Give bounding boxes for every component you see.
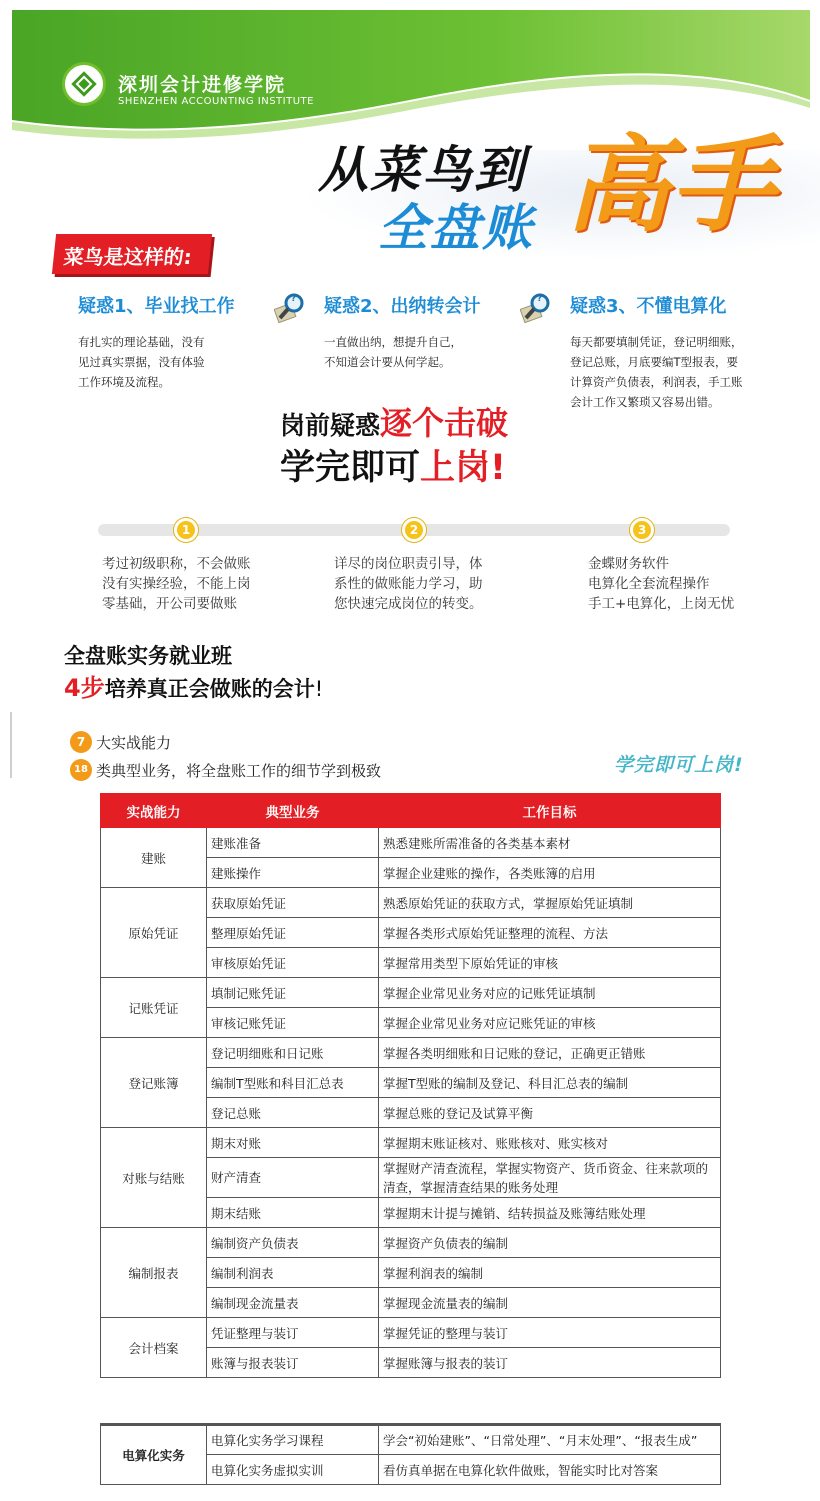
goal-cell: 掌握企业常见业务对应记账凭证的审核 (379, 1008, 721, 1038)
goal-cell: 掌握企业常见业务对应的记账凭证填制 (379, 978, 721, 1008)
slogan-line-1: 岗前疑惑逐个击破 (280, 404, 509, 442)
business-cell: 审核记账凭证 (207, 1008, 379, 1038)
school-name-en: SHENZHEN ACCOUNTING INSTITUTE (118, 96, 314, 107)
svg-text:?: ? (537, 294, 543, 304)
goal-cell: 掌握企业建账的操作，各类账簿的启用 (379, 858, 721, 888)
goal-cell: 掌握期末计提与摊销、结转损益及账簿结账处理 (379, 1198, 721, 1228)
section-subtitle: 4步培养真正会做账的会计! (64, 674, 324, 702)
table-row (101, 828, 721, 858)
goal-cell: 掌握T型账的编制及登记、科目汇总表的编制 (379, 1068, 721, 1098)
goal-cell: 掌握凭证的整理与装订 (379, 1318, 721, 1348)
category-cell: 登记账簿 (101, 1038, 207, 1128)
timeline-step-2: 2 (402, 518, 426, 542)
table-header-row (101, 794, 721, 828)
business-cell: 期末对账 (207, 1128, 379, 1158)
business-cell: 编制资产负债表 (207, 1228, 379, 1258)
badge-18-text: 类典型业务，将全盘账工作的细节学到极致 (96, 762, 382, 780)
slogan-line-2: 学完即可上岗! (280, 448, 506, 488)
title-line-1: 从菜鸟到 (318, 141, 526, 199)
business-cell: 凭证整理与装订 (207, 1318, 379, 1348)
left-divider (10, 712, 12, 778)
magnifier-question-icon (274, 290, 308, 324)
goal-cell: 掌握账簿与报表的装订 (379, 1348, 721, 1378)
badge-7-text: 大实战能力 (96, 734, 172, 752)
table-row (101, 978, 721, 1008)
business-cell: 整理原始凭证 (207, 918, 379, 948)
timeline-text-2: 详尽的岗位职责引导，体 系性的做账能力学习，助 您快速完成岗位的转变。 (334, 556, 483, 612)
timeline-step-1: 1 (174, 518, 198, 542)
business-cell: 填制记账凭证 (207, 978, 379, 1008)
business-cell: 财产清查 (207, 1158, 379, 1198)
goal-cell: 掌握资产负债表的编制 (379, 1228, 721, 1258)
goal-cell: 掌握各类形式原始凭证整理的流程、方法 (379, 918, 721, 948)
category-cell: 会计档案 (101, 1318, 207, 1378)
category-cell: 对账与结账 (101, 1128, 207, 1228)
business-cell: 编制利润表 (207, 1258, 379, 1288)
category-cell: 原始凭证 (101, 888, 207, 978)
goal-cell: 掌握现金流量表的编制 (379, 1288, 721, 1318)
header-business: 典型业务 (207, 794, 379, 828)
goal-cell: 学会“初始建账”、“日常处理”、“月末处理”、“报表生成” (379, 1425, 721, 1455)
category-cell: 记账凭证 (101, 978, 207, 1038)
doubt-text: 每天都要填制凭证，登记明细账， 登记总账，月底要编T型报表，要 计算资产负债表，利润表，手工账 会计工作又繁琐又容易出错。 (570, 335, 743, 409)
business-cell: 期末结账 (207, 1198, 379, 1228)
doubt-text: 有扎实的理论基础，没有 见过真实票据，没有体验 工作环境及流程。 (78, 335, 205, 389)
header-ability: 实战能力 (101, 794, 207, 828)
timeline-text-3: 金蝶财务软件 电算化全套流程操作 手工+电算化，上岗无忧 (588, 556, 735, 612)
business-cell: 编制现金流量表 (207, 1288, 379, 1318)
business-cell: 电算化实务学习课程 (207, 1425, 379, 1455)
business-cell: 编制T型账和科目汇总表 (207, 1068, 379, 1098)
curriculum-table (100, 793, 721, 1378)
goal-cell: 熟悉建账所需准备的各类基本素材 (379, 828, 721, 858)
title-big-text: 高手 (566, 124, 775, 246)
header-goal: 工作目标 (379, 794, 721, 828)
goal-cell: 看仿真单据在电算化软件做账，智能实时比对答案 (379, 1455, 721, 1485)
goal-cell: 熟悉原始凭证的获取方式，掌握原始凭证填制 (379, 888, 721, 918)
graduate-slogan: 学完即可上岗! (614, 754, 744, 776)
magnifier-question-icon (520, 290, 554, 324)
doubt-title: 疑惑1、毕业找工作 (78, 296, 235, 317)
svg-text:?: ? (291, 294, 297, 304)
table-row (101, 888, 721, 918)
table-row (101, 1318, 721, 1348)
section-title: 全盘账实务就业班 (64, 644, 232, 668)
timeline-step-3: 3 (630, 518, 654, 542)
badge-18: 18 (70, 759, 92, 781)
rookie-tag: 菜鸟是这样的: (52, 234, 212, 274)
category-cell: 电算化实务 (101, 1425, 207, 1485)
business-cell: 登记明细账和日记账 (207, 1038, 379, 1068)
school-name-cn: 深圳会计进修学院 (118, 74, 287, 96)
table-row (101, 1128, 721, 1158)
badge-7: 7 (70, 731, 92, 753)
title-line-2: 全盘账 (378, 199, 534, 257)
table-row (101, 1425, 721, 1455)
goal-cell: 掌握总账的登记及试算平衡 (379, 1098, 721, 1128)
goal-cell: 掌握财产清查流程，掌握实物资产、货币资金、往来款项的清查，掌握清查结果的账务处理 (379, 1158, 721, 1198)
timeline-text-1: 考过初级职称，不会做账 没有实操经验，不能上岗 零基础，开公司要做账 (102, 556, 251, 612)
table-row (101, 1228, 721, 1258)
goal-cell: 掌握期末账证核对、账账核对、账实核对 (379, 1128, 721, 1158)
doubt-title: 疑惑3、不懂电算化 (570, 296, 727, 317)
doubt-text: 一直做出纳，想提升自己， 不知道会计要从何学起。 (324, 335, 462, 369)
computer-accounting-table (100, 1423, 721, 1485)
category-cell: 建账 (101, 828, 207, 888)
goal-cell: 掌握常用类型下原始凭证的审核 (379, 948, 721, 978)
goal-cell: 掌握各类明细账和日记账的登记，正确更正错账 (379, 1038, 721, 1068)
business-cell: 电算化实务虚拟实训 (207, 1455, 379, 1485)
business-cell: 建账准备 (207, 828, 379, 858)
business-cell: 建账操作 (207, 858, 379, 888)
business-cell: 审核原始凭证 (207, 948, 379, 978)
business-cell: 登记总账 (207, 1098, 379, 1128)
goal-cell: 掌握利润表的编制 (379, 1258, 721, 1288)
table-row (101, 1038, 721, 1068)
school-logo (62, 62, 106, 106)
business-cell: 账簿与报表装订 (207, 1348, 379, 1378)
doubt-title: 疑惑2、出纳转会计 (324, 296, 481, 317)
category-cell: 编制报表 (101, 1228, 207, 1318)
business-cell: 获取原始凭证 (207, 888, 379, 918)
doubt-3 (570, 292, 820, 412)
